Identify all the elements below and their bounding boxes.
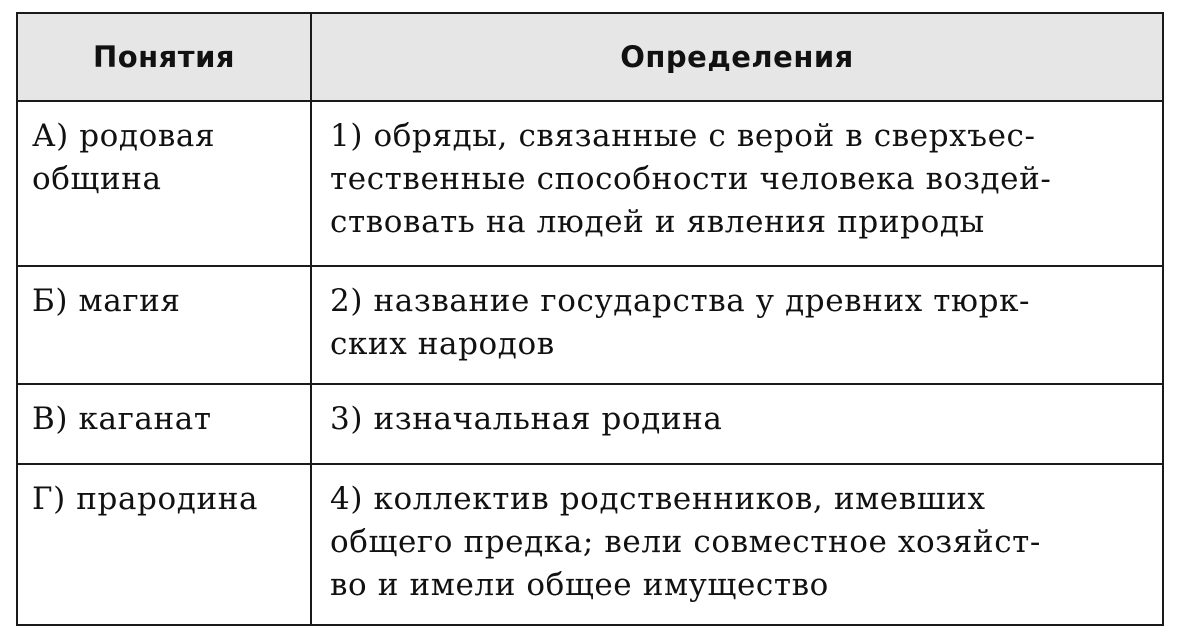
header-concepts: Понятия (17, 13, 311, 101)
concept-cell (17, 101, 311, 266)
concept-text: Б) магия (32, 282, 181, 319)
definition-cell (311, 101, 1163, 266)
definition-text: 4) коллектив родственников, имевших (330, 481, 986, 518)
definition-text: общего предка; вели совместное хозяйст- (330, 524, 1041, 561)
table-row (17, 384, 1163, 464)
definition-text: 1) обряды, связанные с верой в сверхъес- (330, 118, 1036, 155)
concept-cell (17, 384, 311, 464)
definition-text: 3) изначальная родина (330, 401, 723, 438)
definition-cell (311, 384, 1163, 464)
definition-text: ствовать на людей и явления природы (330, 204, 985, 241)
concept-text: Г) прародина (32, 481, 259, 518)
concept-cell (17, 464, 311, 625)
definition-text: во и имели общее имущество (330, 567, 829, 604)
table-row (17, 464, 1163, 625)
header-definitions: Определения (311, 13, 1163, 101)
definition-text: ских народов (330, 325, 555, 362)
concept-cell (17, 266, 311, 384)
table-row (17, 101, 1163, 266)
definition-cell (311, 464, 1163, 625)
header-row (17, 13, 1163, 101)
matching-table (16, 12, 1164, 626)
table-row (17, 266, 1163, 384)
concept-text: А) родовая (32, 118, 216, 155)
concept-text: община (32, 161, 162, 198)
definition-cell (311, 266, 1163, 384)
concept-text: В) каганат (32, 401, 212, 438)
definition-text: тественные способности человека воздей- (330, 161, 1052, 198)
definition-text: 2) название государства у древних тюрк- (330, 282, 1031, 319)
